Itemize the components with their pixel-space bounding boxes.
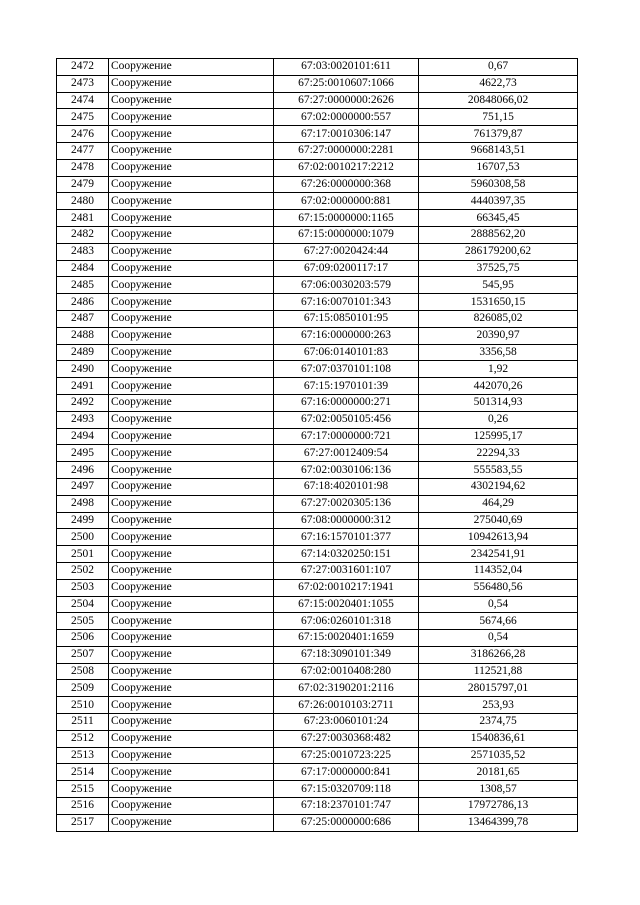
row-number-cell: 2510 xyxy=(57,697,109,714)
cadastral-value-cell: 555583,55 xyxy=(419,462,578,479)
cadastral-value-cell: 442070,26 xyxy=(419,378,578,395)
cadastral-number-cell: 67:02:0010408:280 xyxy=(274,663,419,680)
cadastral-value-cell: 1540836,61 xyxy=(419,730,578,747)
object-type-cell: Сооружение xyxy=(109,663,274,680)
cadastral-value-cell: 20390,97 xyxy=(419,327,578,344)
row-number-cell: 2480 xyxy=(57,193,109,210)
row-number-cell: 2505 xyxy=(57,613,109,630)
row-number-cell: 2485 xyxy=(57,277,109,294)
object-type-cell: Сооружение xyxy=(109,747,274,764)
cadastral-number-cell: 67:16:0070101:343 xyxy=(274,294,419,311)
row-number-cell: 2483 xyxy=(57,243,109,260)
table-row xyxy=(57,781,578,798)
object-type-cell: Сооружение xyxy=(109,562,274,579)
object-type-cell: Сооружение xyxy=(109,159,274,176)
table-row xyxy=(57,210,578,227)
table-row xyxy=(57,344,578,361)
object-type-cell: Сооружение xyxy=(109,210,274,227)
cadastral-number-cell: 67:27:0020424:44 xyxy=(274,243,419,260)
row-number-cell: 2479 xyxy=(57,176,109,193)
object-type-cell: Сооружение xyxy=(109,75,274,92)
object-type-cell: Сооружение xyxy=(109,126,274,143)
object-type-cell: Сооружение xyxy=(109,109,274,126)
table-row xyxy=(57,310,578,327)
object-type-cell: Сооружение xyxy=(109,730,274,747)
object-type-cell: Сооружение xyxy=(109,428,274,445)
cadastral-number-cell: 67:25:0010723:225 xyxy=(274,747,419,764)
cadastral-number-cell: 67:14:0320250:151 xyxy=(274,546,419,563)
cadastral-value-cell: 13464399,78 xyxy=(419,814,578,831)
cadastral-value-cell: 2374,75 xyxy=(419,714,578,731)
object-type-cell: Сооружение xyxy=(109,92,274,109)
cadastral-value-cell: 761379,87 xyxy=(419,126,578,143)
cadastral-number-cell: 67:27:0020305:136 xyxy=(274,495,419,512)
object-type-cell: Сооружение xyxy=(109,378,274,395)
cadastral-value-cell: 2571035,52 xyxy=(419,747,578,764)
table-row xyxy=(57,226,578,243)
object-type-cell: Сооружение xyxy=(109,646,274,663)
row-number-cell: 2476 xyxy=(57,126,109,143)
cadastral-number-cell: 67:18:4020101:98 xyxy=(274,478,419,495)
cadastral-value-cell: 125995,17 xyxy=(419,428,578,445)
row-number-cell: 2517 xyxy=(57,814,109,831)
cadastral-number-cell: 67:15:0850101:95 xyxy=(274,310,419,327)
cadastral-number-cell: 67:15:0020401:1055 xyxy=(274,596,419,613)
row-number-cell: 2504 xyxy=(57,596,109,613)
object-type-cell: Сооружение xyxy=(109,462,274,479)
object-type-cell: Сооружение xyxy=(109,394,274,411)
table-row xyxy=(57,260,578,277)
cadastral-number-cell: 67:25:0010607:1066 xyxy=(274,75,419,92)
cadastral-value-cell: 22294,33 xyxy=(419,445,578,462)
row-number-cell: 2494 xyxy=(57,428,109,445)
cadastral-value-cell: 2342541,91 xyxy=(419,546,578,563)
object-type-cell: Сооружение xyxy=(109,529,274,546)
cadastral-value-cell: 17972786,13 xyxy=(419,798,578,815)
cadastral-value-cell: 2888562,20 xyxy=(419,226,578,243)
object-type-cell: Сооружение xyxy=(109,59,274,76)
cadastral-number-cell: 67:02:0030106:136 xyxy=(274,462,419,479)
row-number-cell: 2473 xyxy=(57,75,109,92)
row-number-cell: 2487 xyxy=(57,310,109,327)
row-number-cell: 2493 xyxy=(57,411,109,428)
object-type-cell: Сооружение xyxy=(109,193,274,210)
row-number-cell: 2492 xyxy=(57,394,109,411)
table-row xyxy=(57,378,578,395)
cadastral-number-cell: 67:17:0010306:147 xyxy=(274,126,419,143)
table-row xyxy=(57,613,578,630)
cadastral-number-cell: 67:26:0010103:2711 xyxy=(274,697,419,714)
cadastral-value-cell: 826085,02 xyxy=(419,310,578,327)
cadastral-value-cell: 20848066,02 xyxy=(419,92,578,109)
row-number-cell: 2512 xyxy=(57,730,109,747)
cadastral-number-cell: 67:02:0010217:1941 xyxy=(274,579,419,596)
object-type-cell: Сооружение xyxy=(109,176,274,193)
object-type-cell: Сооружение xyxy=(109,226,274,243)
row-number-cell: 2497 xyxy=(57,478,109,495)
object-type-cell: Сооружение xyxy=(109,814,274,831)
cadastral-value-cell: 9668143,51 xyxy=(419,142,578,159)
cadastral-number-cell: 67:08:0000000:312 xyxy=(274,512,419,529)
cadastral-number-cell: 67:16:0000000:263 xyxy=(274,327,419,344)
table-row xyxy=(57,176,578,193)
object-type-cell: Сооружение xyxy=(109,546,274,563)
table-row xyxy=(57,327,578,344)
row-number-cell: 2486 xyxy=(57,294,109,311)
cadastral-value-cell: 1308,57 xyxy=(419,781,578,798)
table-row xyxy=(57,92,578,109)
object-type-cell: Сооружение xyxy=(109,294,274,311)
table-row xyxy=(57,546,578,563)
table-row xyxy=(57,646,578,663)
cadastral-number-cell: 67:02:0000000:881 xyxy=(274,193,419,210)
cadastral-number-cell: 67:18:3090101:349 xyxy=(274,646,419,663)
cadastral-value-cell: 0,54 xyxy=(419,596,578,613)
cadastral-number-cell: 67:02:0000000:557 xyxy=(274,109,419,126)
cadastral-value-cell: 4302194,62 xyxy=(419,478,578,495)
row-number-cell: 2500 xyxy=(57,529,109,546)
table-row xyxy=(57,814,578,831)
cadastral-value-cell: 5960308,58 xyxy=(419,176,578,193)
row-number-cell: 2503 xyxy=(57,579,109,596)
cadastral-value-cell: 112521,88 xyxy=(419,663,578,680)
row-number-cell: 2506 xyxy=(57,630,109,647)
table-row xyxy=(57,630,578,647)
property-registry-table xyxy=(56,58,578,832)
object-type-cell: Сооружение xyxy=(109,798,274,815)
row-number-cell: 2498 xyxy=(57,495,109,512)
table-row xyxy=(57,126,578,143)
cadastral-number-cell: 67:06:0140101:83 xyxy=(274,344,419,361)
object-type-cell: Сооружение xyxy=(109,260,274,277)
row-number-cell: 2489 xyxy=(57,344,109,361)
cadastral-number-cell: 67:16:0000000:271 xyxy=(274,394,419,411)
cadastral-number-cell: 67:15:1970101:39 xyxy=(274,378,419,395)
table-row xyxy=(57,495,578,512)
table-row xyxy=(57,428,578,445)
cadastral-value-cell: 0,26 xyxy=(419,411,578,428)
object-type-cell: Сооружение xyxy=(109,142,274,159)
cadastral-value-cell: 751,15 xyxy=(419,109,578,126)
cadastral-number-cell: 67:15:0000000:1165 xyxy=(274,210,419,227)
object-type-cell: Сооружение xyxy=(109,327,274,344)
cadastral-number-cell: 67:09:0200117:17 xyxy=(274,260,419,277)
row-number-cell: 2513 xyxy=(57,747,109,764)
cadastral-number-cell: 67:02:0010217:2212 xyxy=(274,159,419,176)
cadastral-number-cell: 67:27:0000000:2281 xyxy=(274,142,419,159)
table-row xyxy=(57,680,578,697)
row-number-cell: 2481 xyxy=(57,210,109,227)
cadastral-number-cell: 67:07:0370101:108 xyxy=(274,361,419,378)
cadastral-value-cell: 4622,73 xyxy=(419,75,578,92)
cadastral-value-cell: 286179200,62 xyxy=(419,243,578,260)
object-type-cell: Сооружение xyxy=(109,445,274,462)
cadastral-value-cell: 253,93 xyxy=(419,697,578,714)
cadastral-value-cell: 10942613,94 xyxy=(419,529,578,546)
row-number-cell: 2502 xyxy=(57,562,109,579)
row-number-cell: 2509 xyxy=(57,680,109,697)
row-number-cell: 2478 xyxy=(57,159,109,176)
table-row xyxy=(57,663,578,680)
row-number-cell: 2474 xyxy=(57,92,109,109)
object-type-cell: Сооружение xyxy=(109,512,274,529)
table-row xyxy=(57,445,578,462)
table-row xyxy=(57,596,578,613)
cadastral-number-cell: 67:02:3190201:2116 xyxy=(274,680,419,697)
cadastral-number-cell: 67:27:0031601:107 xyxy=(274,562,419,579)
cadastral-value-cell: 20181,65 xyxy=(419,764,578,781)
cadastral-number-cell: 67:03:0020101:611 xyxy=(274,59,419,76)
row-number-cell: 2496 xyxy=(57,462,109,479)
cadastral-value-cell: 464,29 xyxy=(419,495,578,512)
row-number-cell: 2475 xyxy=(57,109,109,126)
cadastral-value-cell: 28015797,01 xyxy=(419,680,578,697)
cadastral-value-cell: 545,95 xyxy=(419,277,578,294)
object-type-cell: Сооружение xyxy=(109,697,274,714)
cadastral-number-cell: 67:26:0000000:368 xyxy=(274,176,419,193)
object-type-cell: Сооружение xyxy=(109,680,274,697)
row-number-cell: 2488 xyxy=(57,327,109,344)
object-type-cell: Сооружение xyxy=(109,579,274,596)
object-type-cell: Сооружение xyxy=(109,495,274,512)
table-row xyxy=(57,193,578,210)
object-type-cell: Сооружение xyxy=(109,781,274,798)
row-number-cell: 2482 xyxy=(57,226,109,243)
table-row xyxy=(57,159,578,176)
table-row xyxy=(57,109,578,126)
cadastral-value-cell: 0,54 xyxy=(419,630,578,647)
row-number-cell: 2477 xyxy=(57,142,109,159)
cadastral-value-cell: 3186266,28 xyxy=(419,646,578,663)
cadastral-value-cell: 275040,69 xyxy=(419,512,578,529)
cadastral-value-cell: 66345,45 xyxy=(419,210,578,227)
table-row xyxy=(57,697,578,714)
cadastral-number-cell: 67:17:0000000:721 xyxy=(274,428,419,445)
row-number-cell: 2507 xyxy=(57,646,109,663)
cadastral-value-cell: 37525,75 xyxy=(419,260,578,277)
table-row xyxy=(57,529,578,546)
cadastral-value-cell: 1,92 xyxy=(419,361,578,378)
object-type-cell: Сооружение xyxy=(109,764,274,781)
cadastral-number-cell: 67:15:0000000:1079 xyxy=(274,226,419,243)
table-row xyxy=(57,714,578,731)
cadastral-number-cell: 67:06:0260101:318 xyxy=(274,613,419,630)
table-row xyxy=(57,579,578,596)
cadastral-number-cell: 67:15:0020401:1659 xyxy=(274,630,419,647)
cadastral-value-cell: 3356,58 xyxy=(419,344,578,361)
object-type-cell: Сооружение xyxy=(109,478,274,495)
object-type-cell: Сооружение xyxy=(109,277,274,294)
object-type-cell: Сооружение xyxy=(109,613,274,630)
table-row xyxy=(57,59,578,76)
cadastral-number-cell: 67:17:0000000:841 xyxy=(274,764,419,781)
row-number-cell: 2514 xyxy=(57,764,109,781)
table-row xyxy=(57,394,578,411)
object-type-cell: Сооружение xyxy=(109,310,274,327)
table-row xyxy=(57,730,578,747)
row-number-cell: 2472 xyxy=(57,59,109,76)
row-number-cell: 2495 xyxy=(57,445,109,462)
cadastral-value-cell: 114352,04 xyxy=(419,562,578,579)
row-number-cell: 2516 xyxy=(57,798,109,815)
row-number-cell: 2511 xyxy=(57,714,109,731)
table-row xyxy=(57,411,578,428)
cadastral-value-cell: 16707,53 xyxy=(419,159,578,176)
cadastral-value-cell: 1531650,15 xyxy=(419,294,578,311)
object-type-cell: Сооружение xyxy=(109,243,274,260)
cadastral-number-cell: 67:27:0012409:54 xyxy=(274,445,419,462)
cadastral-value-cell: 0,67 xyxy=(419,59,578,76)
cadastral-number-cell: 67:25:0000000:686 xyxy=(274,814,419,831)
table-row xyxy=(57,512,578,529)
row-number-cell: 2515 xyxy=(57,781,109,798)
object-type-cell: Сооружение xyxy=(109,714,274,731)
object-type-cell: Сооружение xyxy=(109,361,274,378)
cadastral-number-cell: 67:06:0030203:579 xyxy=(274,277,419,294)
cadastral-value-cell: 5674,66 xyxy=(419,613,578,630)
cadastral-value-cell: 556480,56 xyxy=(419,579,578,596)
cadastral-number-cell: 67:16:1570101:377 xyxy=(274,529,419,546)
registry-table-body xyxy=(57,59,578,832)
cadastral-number-cell: 67:15:0320709:118 xyxy=(274,781,419,798)
cadastral-value-cell: 4440397,35 xyxy=(419,193,578,210)
row-number-cell: 2501 xyxy=(57,546,109,563)
table-row xyxy=(57,478,578,495)
row-number-cell: 2508 xyxy=(57,663,109,680)
cadastral-value-cell: 501314,93 xyxy=(419,394,578,411)
table-row xyxy=(57,562,578,579)
table-row xyxy=(57,462,578,479)
table-row xyxy=(57,277,578,294)
table-row xyxy=(57,764,578,781)
row-number-cell: 2499 xyxy=(57,512,109,529)
cadastral-number-cell: 67:27:0000000:2626 xyxy=(274,92,419,109)
cadastral-number-cell: 67:02:0050105:456 xyxy=(274,411,419,428)
table-row xyxy=(57,798,578,815)
row-number-cell: 2491 xyxy=(57,378,109,395)
table-row xyxy=(57,75,578,92)
object-type-cell: Сооружение xyxy=(109,344,274,361)
row-number-cell: 2490 xyxy=(57,361,109,378)
cadastral-number-cell: 67:27:0030368:482 xyxy=(274,730,419,747)
table-row xyxy=(57,243,578,260)
cadastral-number-cell: 67:18:2370101:747 xyxy=(274,798,419,815)
row-number-cell: 2484 xyxy=(57,260,109,277)
table-row xyxy=(57,294,578,311)
object-type-cell: Сооружение xyxy=(109,596,274,613)
table-row xyxy=(57,361,578,378)
table-row xyxy=(57,747,578,764)
cadastral-number-cell: 67:23:0060101:24 xyxy=(274,714,419,731)
object-type-cell: Сооружение xyxy=(109,411,274,428)
object-type-cell: Сооружение xyxy=(109,630,274,647)
table-row xyxy=(57,142,578,159)
